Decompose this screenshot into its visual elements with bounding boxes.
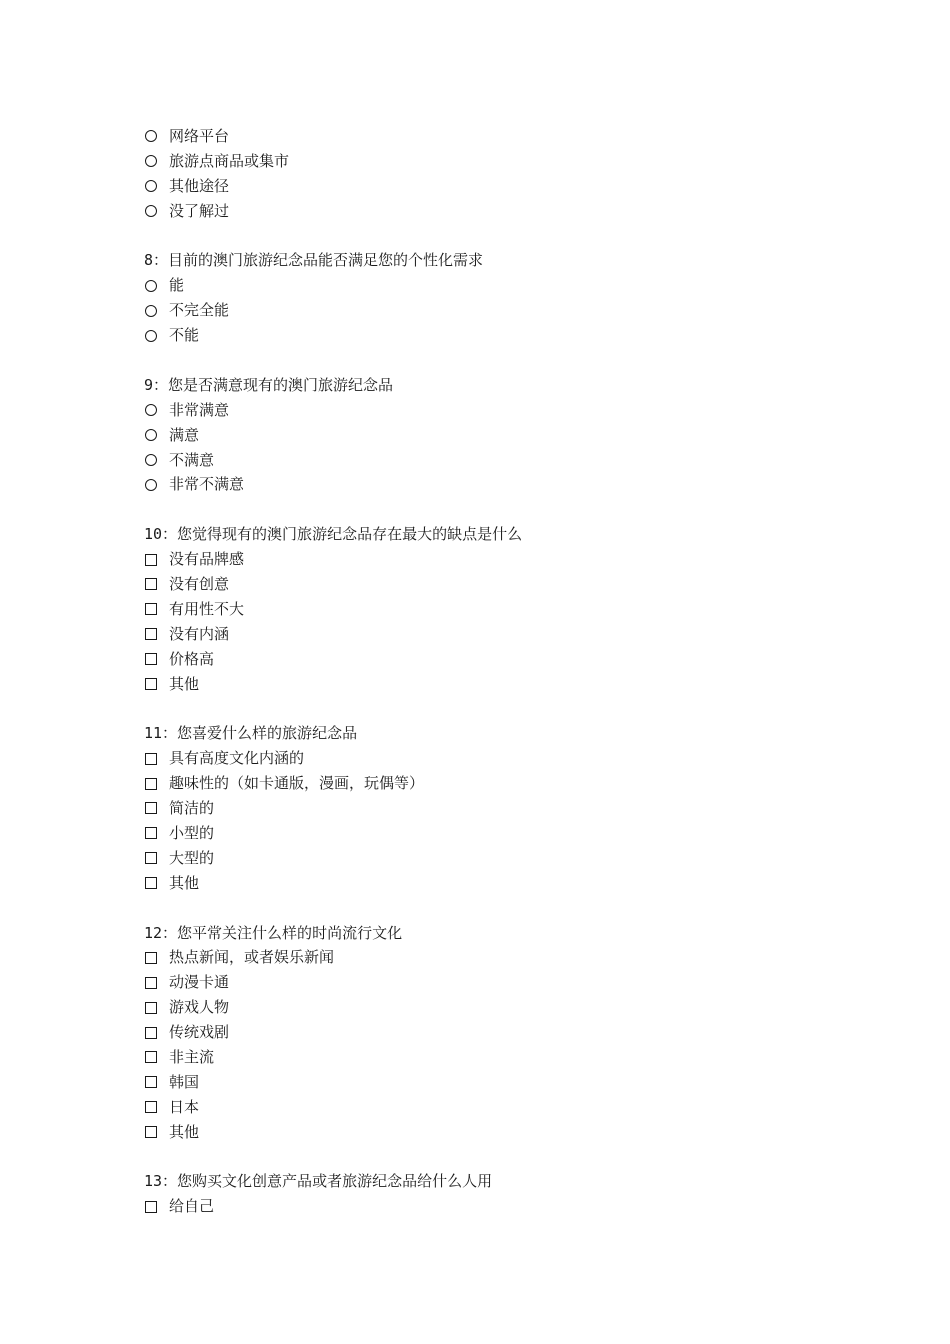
checkbox-option[interactable] (144, 1045, 864, 1070)
question-group (144, 1169, 864, 1219)
checkbox-square-icon[interactable] (145, 827, 157, 839)
option-label: 其他 (169, 873, 200, 892)
checkbox-square-icon[interactable] (145, 753, 157, 765)
checkbox-square-icon[interactable] (145, 1201, 157, 1213)
question-group (144, 248, 864, 348)
option-label: 非常满意 (169, 400, 230, 419)
option-label: 满意 (169, 425, 200, 444)
checkbox-square-icon[interactable] (145, 653, 157, 665)
checkbox-square-icon[interactable] (145, 578, 157, 590)
checkbox-square-icon[interactable] (145, 802, 157, 814)
checkbox-square-icon[interactable] (145, 1076, 157, 1088)
option-label: 大型的 (169, 848, 215, 867)
checkbox-option[interactable] (144, 597, 864, 622)
radio-option[interactable] (144, 423, 864, 448)
question-group (144, 921, 864, 1145)
radio-circle-icon[interactable] (145, 155, 157, 167)
checkbox-square-icon[interactable] (145, 1101, 157, 1113)
option-label: 其他 (169, 1122, 200, 1141)
option-label: 没有创意 (169, 575, 230, 594)
radio-option[interactable] (144, 472, 864, 497)
radio-option[interactable] (144, 448, 864, 473)
checkbox-square-icon[interactable] (145, 603, 157, 615)
option-label: 其他 (169, 674, 200, 693)
question-text: 11：您喜爱什么样的旅游纪念品 (144, 724, 358, 743)
checkbox-option[interactable] (144, 547, 864, 572)
checkbox-option[interactable] (144, 1095, 864, 1120)
radio-option[interactable] (144, 298, 864, 323)
radio-option[interactable] (144, 398, 864, 423)
radio-circle-icon[interactable] (145, 305, 157, 317)
checkbox-option[interactable] (144, 871, 864, 896)
checkbox-option[interactable] (144, 1194, 864, 1219)
checkbox-square-icon[interactable] (145, 977, 157, 989)
radio-option[interactable] (144, 323, 864, 348)
radio-circle-icon[interactable] (145, 429, 157, 441)
option-label: 日本 (169, 1097, 200, 1116)
option-label: 没有内涵 (169, 624, 230, 643)
checkbox-option[interactable] (144, 771, 864, 796)
checkbox-option[interactable] (144, 1070, 864, 1095)
question-text: 10：您觉得现有的澳门旅游纪念品存在最大的缺点是什么 (144, 525, 523, 544)
option-label: 其他途径 (169, 176, 230, 195)
checkbox-option[interactable] (144, 846, 864, 871)
radio-option[interactable] (144, 273, 864, 298)
option-label: 简洁的 (169, 799, 215, 818)
radio-circle-icon[interactable] (145, 280, 157, 292)
question-text: 9：您是否满意现有的澳门旅游纪念品 (144, 375, 394, 394)
option-label: 传统戏剧 (169, 1023, 230, 1042)
checkbox-square-icon[interactable] (145, 1126, 157, 1138)
question-group (144, 124, 864, 224)
option-label: 不满意 (169, 450, 215, 469)
radio-option[interactable] (144, 124, 864, 149)
question-group (144, 721, 864, 895)
option-label: 动漫卡通 (169, 973, 230, 992)
question-text: 12：您平常关注什么样的时尚流行文化 (144, 923, 403, 942)
checkbox-option[interactable] (144, 572, 864, 597)
checkbox-square-icon[interactable] (145, 952, 157, 964)
radio-circle-icon[interactable] (145, 180, 157, 192)
checkbox-square-icon[interactable] (145, 852, 157, 864)
checkbox-square-icon[interactable] (145, 1027, 157, 1039)
option-label: 游戏人物 (169, 998, 230, 1017)
checkbox-square-icon[interactable] (145, 1051, 157, 1063)
option-label: 没了解过 (169, 201, 230, 220)
checkbox-option[interactable] (144, 821, 864, 846)
radio-option[interactable] (144, 174, 864, 199)
option-label: 有用性不大 (169, 599, 245, 618)
checkbox-square-icon[interactable] (145, 554, 157, 566)
checkbox-option[interactable] (144, 746, 864, 771)
question-group (144, 373, 864, 497)
option-label: 热点新闻，或者娱乐新闻 (169, 948, 335, 967)
checkbox-option[interactable] (144, 995, 864, 1020)
checkbox-square-icon[interactable] (145, 628, 157, 640)
option-label: 能 (169, 276, 185, 295)
radio-circle-icon[interactable] (145, 330, 157, 342)
option-label: 给自己 (169, 1197, 215, 1216)
checkbox-option[interactable] (144, 647, 864, 672)
option-label: 不能 (169, 326, 200, 345)
radio-circle-icon[interactable] (145, 479, 157, 491)
checkbox-option[interactable] (144, 1020, 864, 1045)
option-label: 非主流 (169, 1047, 215, 1066)
checkbox-option[interactable] (144, 796, 864, 821)
option-label: 具有高度文化内涵的 (169, 749, 305, 768)
checkbox-square-icon[interactable] (145, 678, 157, 690)
checkbox-option[interactable] (144, 672, 864, 697)
checkbox-option[interactable] (144, 945, 864, 970)
option-label: 旅游点商品或集市 (169, 151, 290, 170)
radio-option[interactable] (144, 149, 864, 174)
question-text: 13：您购买文化创意产品或者旅游纪念品给什么人用 (144, 1172, 493, 1191)
option-label: 网络平台 (169, 127, 230, 145)
option-label: 趣味性的（如卡通版，漫画，玩偶等） (169, 774, 425, 793)
checkbox-square-icon[interactable] (145, 1002, 157, 1014)
checkbox-option[interactable] (144, 970, 864, 995)
option-label: 非常不满意 (169, 475, 245, 494)
option-label: 价格高 (169, 649, 215, 668)
survey-document (144, 124, 864, 1244)
checkbox-option[interactable] (144, 622, 864, 647)
radio-circle-icon[interactable] (145, 205, 157, 217)
checkbox-option[interactable] (144, 1120, 864, 1145)
checkbox-square-icon[interactable] (145, 778, 157, 790)
checkbox-square-icon[interactable] (145, 877, 157, 889)
option-label: 没有品牌感 (169, 550, 245, 569)
radio-circle-icon[interactable] (145, 130, 157, 142)
option-label: 小型的 (169, 823, 215, 842)
radio-option[interactable] (144, 199, 864, 224)
radio-circle-icon[interactable] (145, 454, 157, 466)
option-label: 韩国 (169, 1072, 200, 1091)
radio-circle-icon[interactable] (145, 404, 157, 416)
question-text: 8：目前的澳门旅游纪念品能否满足您的个性化需求 (144, 251, 484, 270)
question-group (144, 522, 864, 696)
option-label: 不完全能 (169, 301, 230, 320)
